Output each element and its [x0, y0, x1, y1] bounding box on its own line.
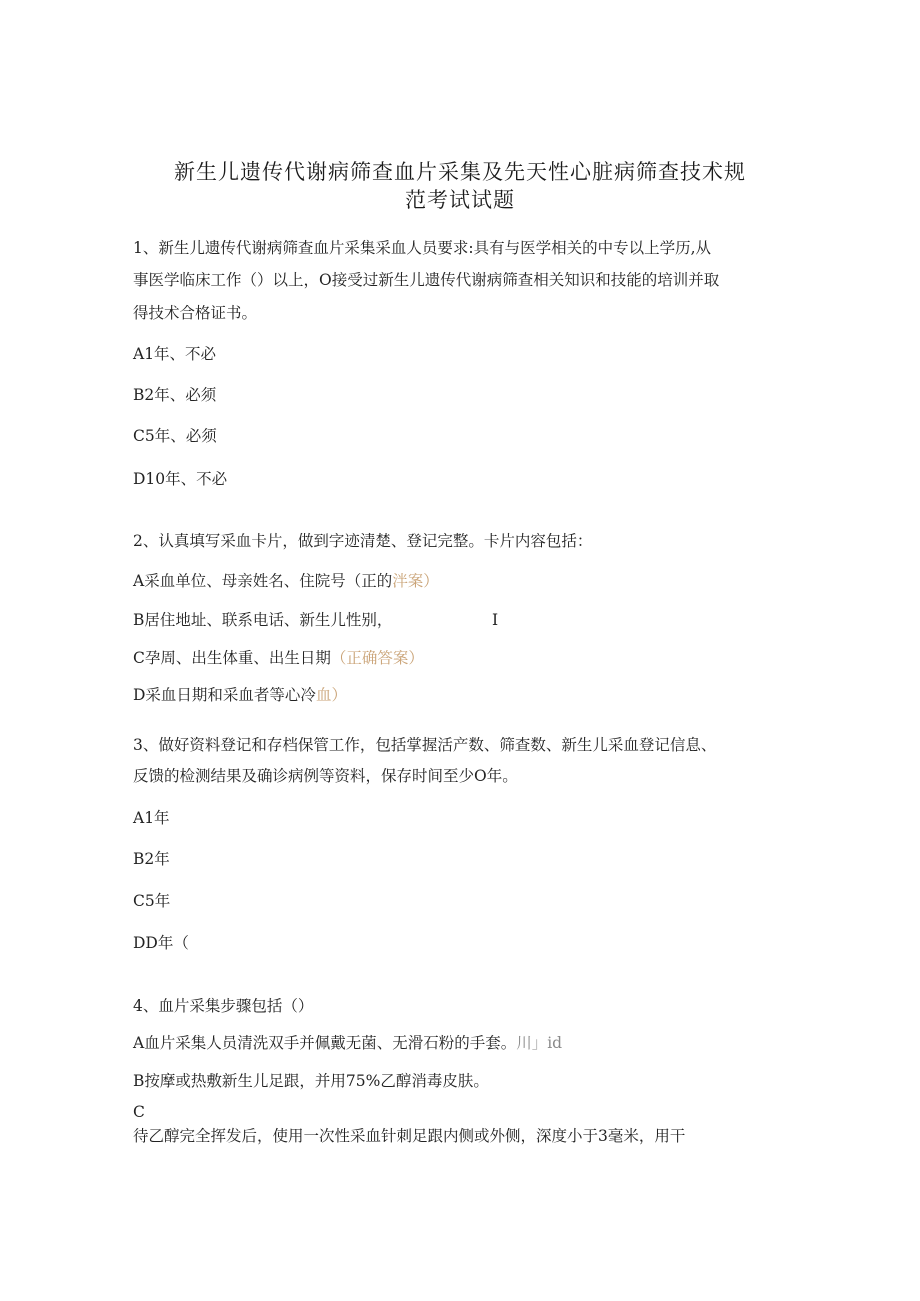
q4-option-a-text: A血片采集人员清洗双手并佩戴无菌、无滑石粉的手套。 — [133, 1034, 517, 1052]
q2-option-d-answer-note: 血） — [315, 686, 347, 704]
q1-stem-line-2: 事医学临床工作（）以上，O接受过新生儿遗传代谢病筛查相关知识和技能的培训并取 — [133, 271, 720, 289]
q3-stem-line-1: 3、做好资料登记和存档保管工作，包括掌握活产数、筛查数、新生儿采血登记信息、 — [133, 736, 717, 754]
q2-option-a — [133, 570, 439, 592]
q3-option-d: DD年（ — [133, 934, 189, 952]
q2-option-d — [133, 684, 347, 706]
q2-option-c — [133, 647, 424, 669]
q3-option-c: C5年 — [133, 892, 171, 910]
q4-option-a — [133, 1032, 562, 1054]
q4-option-b: B按摩或热敷新生儿足跟，并用75%乙醇消毒皮肤。 — [133, 1072, 489, 1090]
q3-option-b: B2年 — [133, 850, 170, 868]
q2-option-c-answer-note: （正确答案） — [330, 649, 424, 667]
q1-stem-line-1: 1、新生儿遗传代谢病筛查血片采集采血人员要求:具有与医学相关的中专以上学历,从 — [133, 239, 712, 257]
q2-option-b: B居住地址、联系电话、新生儿性别， — [133, 611, 393, 629]
document-title-line-1: 新生儿遗传代谢病筛查血片采集及先天性心脏病筛查技术规 — [174, 160, 746, 184]
q2-option-a-text: A采血单位、母亲姓名、住院号（正的 — [133, 572, 393, 590]
q1-option-d: D10年、不必 — [133, 470, 228, 488]
q2-option-d-text: D采血日期和采血者等心冷 — [133, 686, 316, 704]
q4-option-a-stray-note: 川」id — [516, 1034, 563, 1052]
q4-option-c-label: C — [133, 1103, 145, 1121]
q1-stem-line-3: 得技术合格证书。 — [133, 304, 258, 322]
q3-stem-line-2: 反馈的检测结果及确诊病例等资料，保存时间至少O年。 — [133, 767, 518, 785]
q1-option-c: C5年、必须 — [133, 427, 217, 445]
q3-option-a: A1年 — [133, 809, 170, 827]
q1-option-b: B2年、必须 — [133, 386, 217, 404]
q4-option-c-text: 待乙醇完全挥发后，使用一次性采血针刺足跟内侧或外侧，深度小于3毫米，用干 — [133, 1127, 686, 1145]
document-title-line-2: 范考试试题 — [405, 188, 515, 212]
q1-option-a: A1年、不必 — [133, 345, 217, 363]
q2-option-b-stray-mark: I — [492, 611, 499, 629]
q4-stem: 4、血片采集步骤包括（） — [133, 997, 314, 1015]
q2-stem: 2、认真填写采血卡片，做到字迹清楚、登记完整。卡片内容包括： — [133, 532, 593, 550]
q2-option-c-text: C孕周、出生体重、出生日期 — [133, 649, 331, 667]
q2-option-a-answer-note: 泮案） — [392, 572, 439, 590]
